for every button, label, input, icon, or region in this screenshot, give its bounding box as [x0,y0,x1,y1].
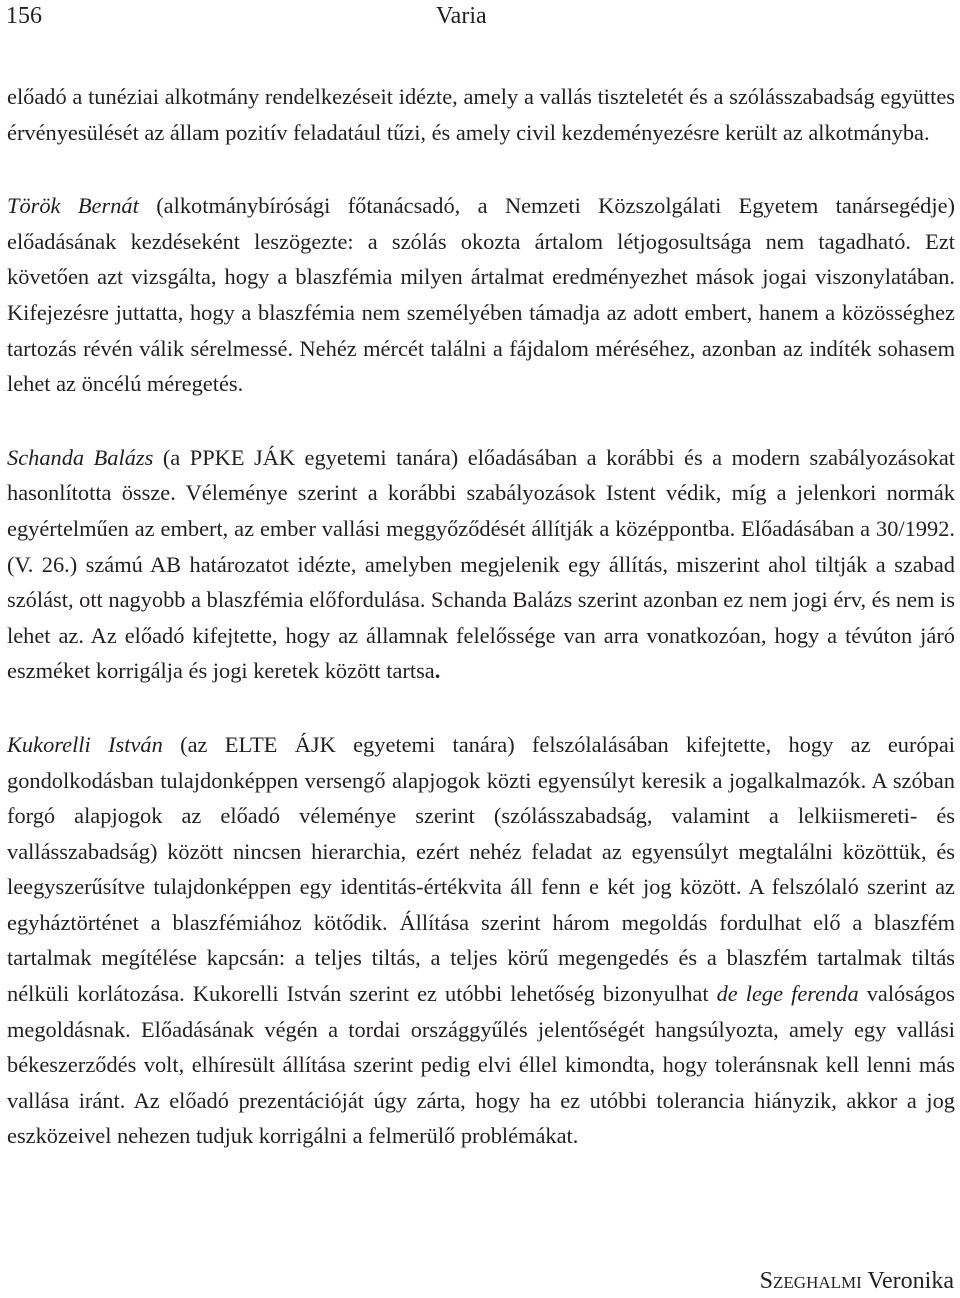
paragraph-1-text: előadó a tunéziai alkotmány rendelkezéseit idézte, amely a vallás tiszteletét és a szólásszabadság együttes érvényesülését az állam pozitív feladatául tűzi, és amely civil kezdeményezésre került az alkotmányba. [7,84,955,145]
paragraph-3-text: (a PPKE JÁK egyetemi tanára) előadásában a korábbi és a modern szabályozásokat hasonlította össze. Véleménye szerint a korábbi szabályozások Istent védik, míg a jelenkori normák egyértelműen az embert, az ember vallási meggyőződését állítják a középpontba. Előadásában a 30/1992. (V. 26.) számú AB határozatot idézte, amelyben megjelenik egy állítás, miszerint ahol tiltják a szabad szólást, ott nagyobb a blaszfémia előfordulása. Schanda Balázs szerint azonban ez nem jogi érv, és nem is lehet az. Az előadó kifejtette, hogy az államnak felelőssége van arra vonatkozóan, hogy a tévúton járó eszméket korrigálja és jogi keretek között tartsa [7,444,955,684]
paragraph-2-text: (alkotmánybírósági főtanácsadó, a Nemzeti Közszolgálati Egyetem tanársegédje) előadásának kezdéseként leszögezte: a szólás okozta ártalom létjogosultsága nem tagadható. Ezt követően azt vizsgálta, hogy a blaszfémia milyen ártalmat eredményezhet mások jogai viszonylatában. Kifejezésre juttatta, hogy a blaszfémia nem személyében támadja az adott embert, hanem a közösséghez tartozás révén válik sérelmessé. Nehéz mércét találni a fájdalom méréséhez, azonban az indíték sohasem lehet az öncélú méregetés. [7,193,955,397]
paragraph-3 [7,440,955,689]
running-head: Varia [436,3,487,29]
paragraph-2 [7,188,955,402]
speaker-name: Kukorelli István [7,731,163,757]
page-header [0,0,960,40]
speaker-name: Török Bernát [7,193,139,219]
page-number: 156 [6,3,42,29]
article-body [7,79,955,1154]
speaker-name: Schanda Balázs [7,444,154,470]
paragraph-3-end: . [434,658,441,684]
author-signature [760,1267,954,1295]
paragraph-1 [7,79,955,150]
paragraph-4 [7,727,955,1154]
paragraph-4-text-a: (az ELTE ÁJK egyetemi tanára) felszólalásában kifejtette, hogy az európai gondolkodásban tulajdonképpen versengő alapjogok közti egyensúlyt keresik a jogalkalmazók. A szóban forgó alapjogok az előadó véleménye szerint (szólásszabadság, valamint a lelkiismereti- és vallásszabadság) között nincsen hierarchia, ezért nehéz feladat az egyensúlyt megtalálni közöttük, és leegyszerűsítve tulajdonképpen egy identitás-értékvita áll fenn e két jog között. A felszólaló szerint az egyháztörténet a blaszfémiához kötődik. Állítása szerint három megoldás fordulhat elő a blaszfém tartalmak megítélése kapcsán: a teljes tiltás, a teljes körű megengedés és a blaszfém tartalmak tiltás nélküli korlátozása. Kukorelli István szerint ez utóbbi lehetőség bizonyulhat [7,731,955,1007]
author-given-name: Veronika [867,1268,954,1294]
author-surname: Szeghalmi [759,1268,862,1294]
paragraph-4-text-b: valóságos megoldásnak. Előadásának végén a tordai országgyűlés jelentőségét hangsúlyozta, amely egy vallási békeszerződés volt, elhíresült állítása szerint pedig elvi éllel kimondta, hogy toleránsnak kell lenni más vallása iránt. Az előadó prezentációját úgy zárta, hogy ha ez utóbbi tolerancia hiányzik, akkor a jog eszközeivel nehezen tudjuk korrigálni a felmerülő problémákat. [7,981,956,1149]
latin-phrase: de lege ferenda [716,981,859,1007]
